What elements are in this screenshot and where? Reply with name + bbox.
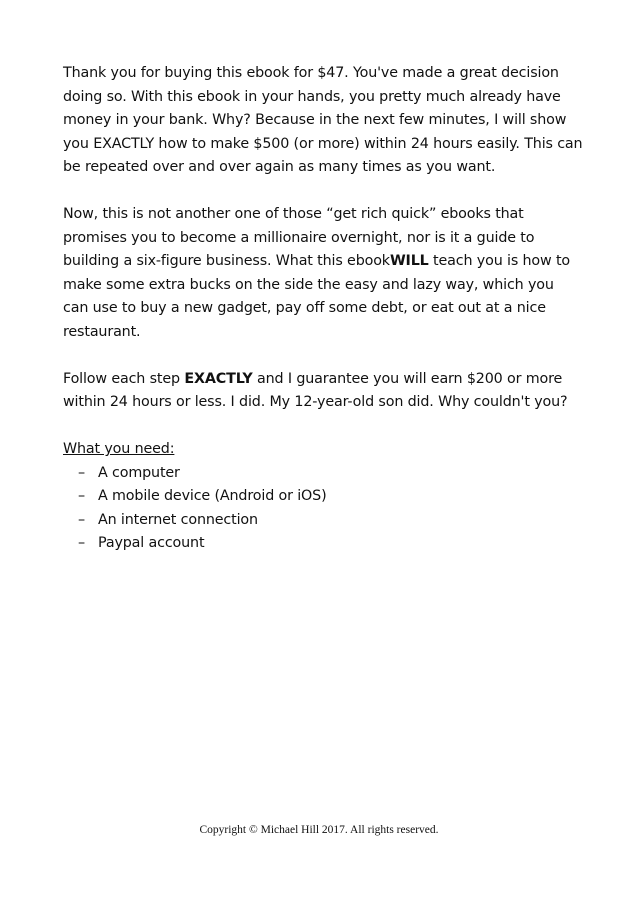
bullet-dash: – (78, 488, 85, 504)
bullet-dash: – (78, 511, 85, 528)
guarantee-text-end: and I guarantee you will earn $200 or more within 24 hours or less. I did. My 12-year-old son did. Why couldn't you? (63, 370, 568, 410)
needs-list-item (63, 485, 583, 509)
needs-list-item (63, 532, 583, 556)
bullet-dash: – (78, 464, 85, 481)
emphasis-will: WILL (389, 253, 429, 269)
emphasis-exactly: EXACTLY (184, 370, 253, 387)
needs-heading: What you need: (63, 441, 175, 457)
guarantee-text-start: Follow each step (63, 370, 185, 387)
disclaimer-paragraph (63, 203, 583, 344)
body-text (63, 62, 583, 556)
needs-list (63, 462, 583, 556)
needs-item-label: An internet connection (98, 511, 258, 528)
needs-item-label: A mobile device (Android or iOS) (98, 488, 327, 504)
needs-list-item (63, 509, 583, 533)
copyright-footer: Copyright © Michael Hill 2017. All rights reserved. (199, 824, 439, 836)
disclaimer-text-start: Now, this is not another one of those “get rich quick” ebooks that promises you to become a millionaire overnight, nor is it a guide to building a six-figure business. What this ebook (63, 206, 535, 269)
needs-item-label: Paypal account (98, 535, 205, 551)
disclaimer-text-end: teach you is how to make some extra bucks on the side the easy and lazy way, which you can use to buy a new gadget, pay off some debt, or eat out at a nice restaurant. (63, 253, 571, 340)
needs-list-item (63, 462, 583, 486)
bullet-dash: – (78, 535, 85, 551)
intro-paragraph: Thank you for buying this ebook for $47. You've made a great decision doing so. With this ebook in your hands, you pretty much already have money in your bank. Why? Because in the next few minutes, I will show you EXACTLY how to make $500 (or more) within 24 hours easily. This can be repeated over and over again as many times as you want. (63, 65, 583, 175)
needs-item-label: A computer (98, 464, 180, 481)
guarantee-paragraph (63, 368, 583, 415)
